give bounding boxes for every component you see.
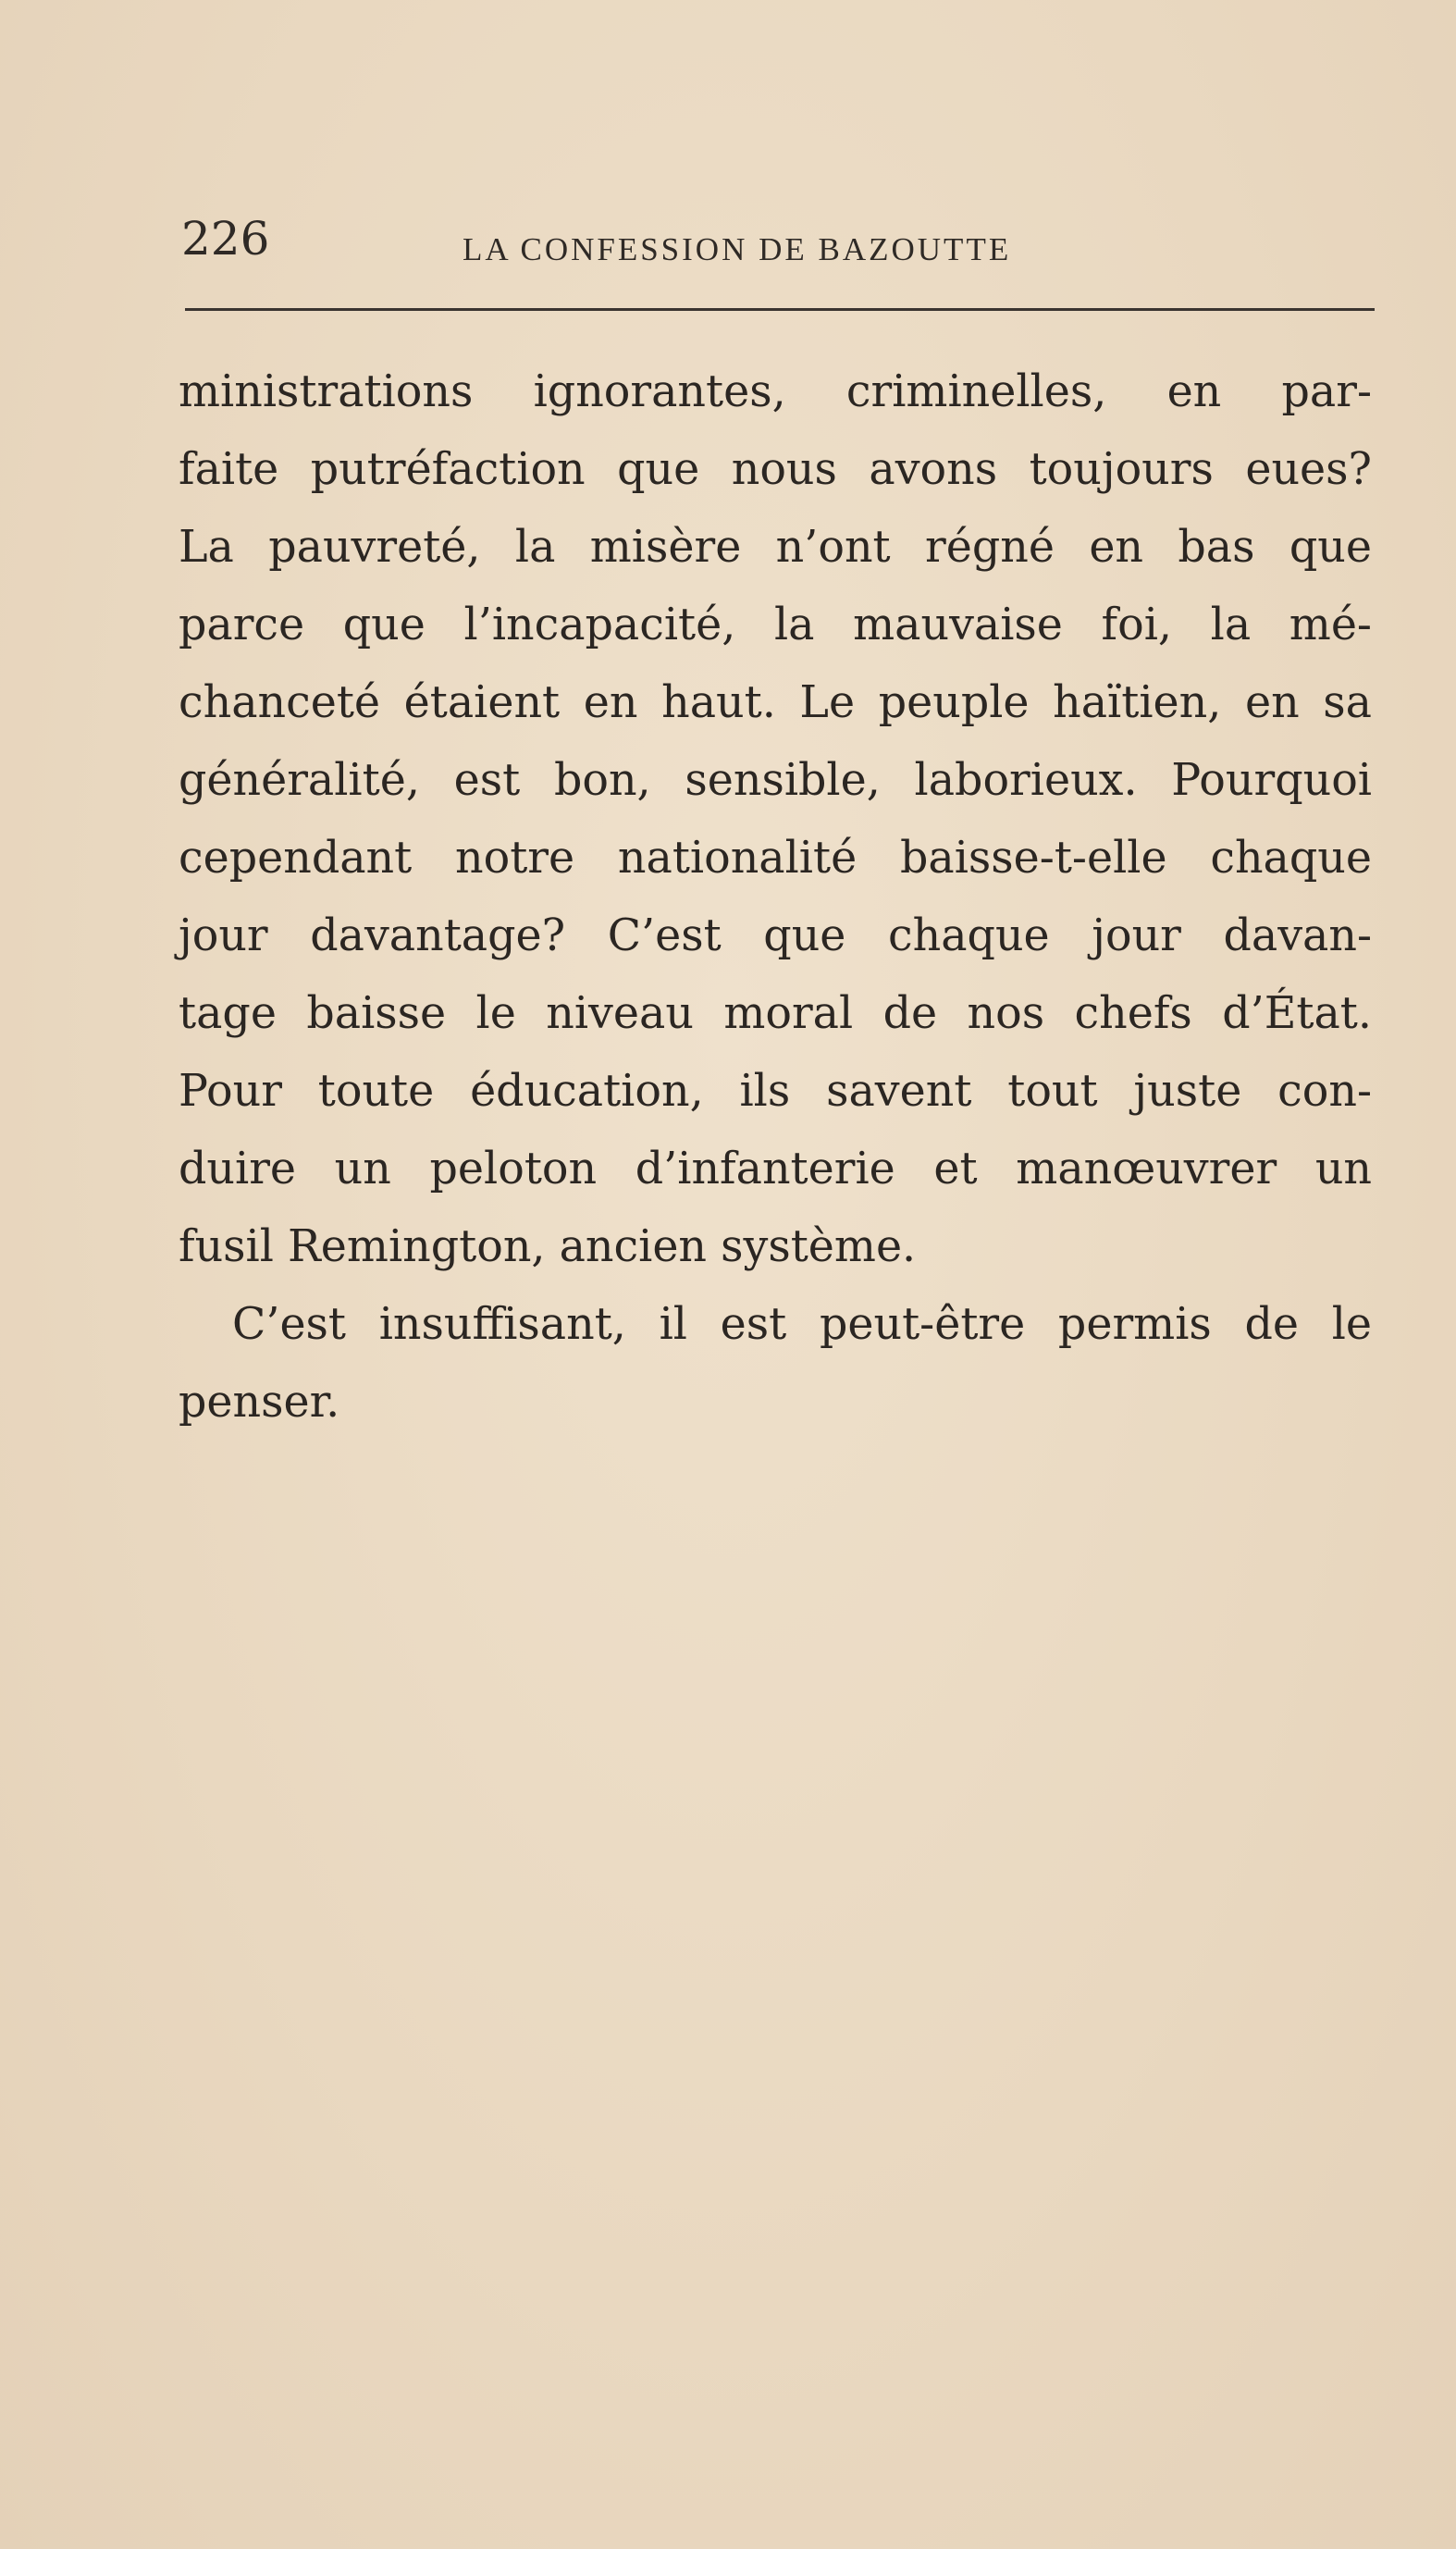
text-line: duire un peloton d’infanterie et manœuvrer un	[179, 1144, 1372, 1194]
text-line: cependant notre nationalité baisse-t-elle chaque	[179, 833, 1372, 884]
text-line: faite putréfaction que nous avons toujours eues?	[179, 444, 1372, 495]
header-rule	[185, 308, 1375, 311]
text-line: généralité, est bon, sensible, laborieux. Pourquoi	[179, 755, 1372, 806]
text-line: chanceté étaient en haut. Le peuple haïtien, en sa	[179, 677, 1372, 728]
running-title: LA CONFESSION DE BAZOUTTE	[463, 231, 1012, 267]
text-line: tage baisse le niveau moral de nos chefs d’État.	[179, 988, 1372, 1039]
body-text	[179, 353, 1372, 1442]
text-line: penser.	[179, 1377, 340, 1428]
text-line: ministrations ignorantes, criminelles, en par-	[179, 366, 1372, 417]
text-line: La pauvreté, la misère n’ont régné en bas que	[179, 522, 1372, 573]
page-number: 226	[181, 212, 270, 266]
running-head	[181, 211, 1375, 285]
text-line: C’est insuffisant, il est peut-être permis de le	[232, 1299, 1372, 1350]
text-line: jour davantage? C’est que chaque jour davan-	[179, 910, 1372, 961]
text-line: parce que l’incapacité, la mauvaise foi, la mé-	[179, 600, 1372, 650]
text-line: fusil Remington, ancien système.	[179, 1221, 917, 1272]
text-line: Pour toute éducation, ils savent tout juste con-	[179, 1066, 1372, 1117]
